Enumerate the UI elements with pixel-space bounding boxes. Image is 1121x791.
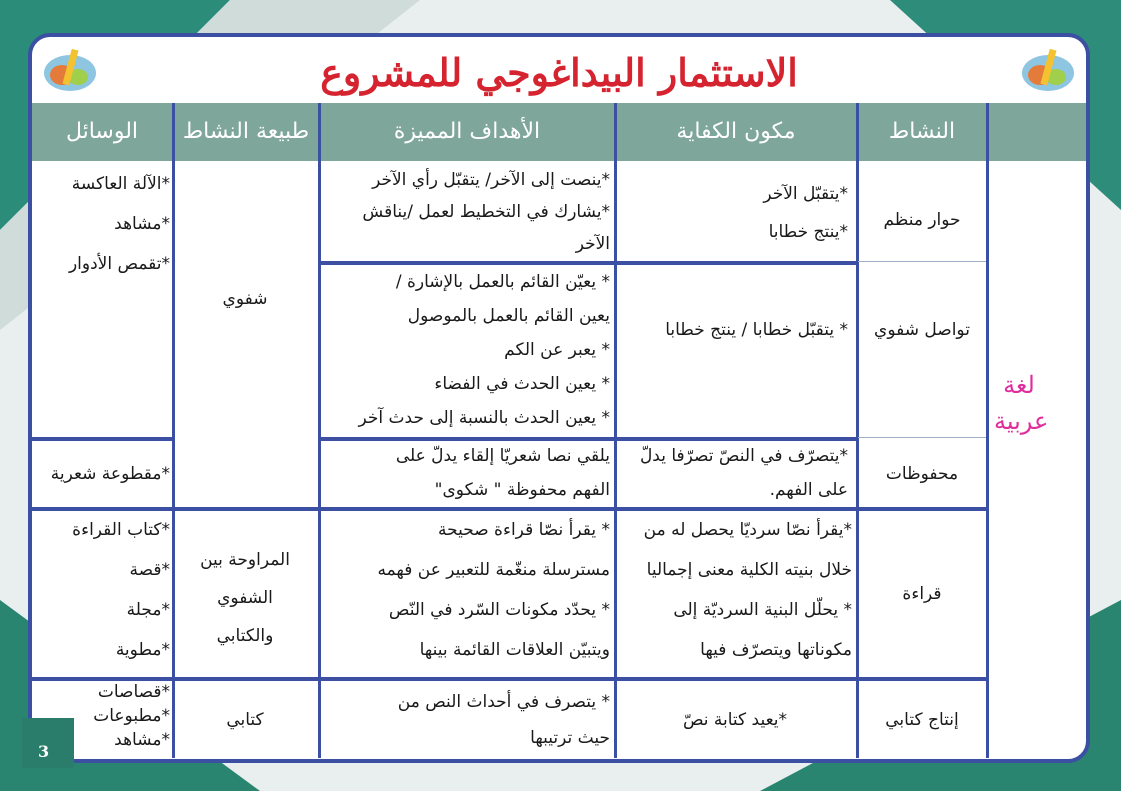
row2-competency-1: * يتقبّل خطابا / ينتج خطابا	[665, 320, 848, 340]
row3-objective-2: الفهم محفوظة " شكوى"	[434, 480, 610, 500]
row4-activity: قراءة	[902, 584, 942, 604]
row4-means-4: *مطوية	[115, 640, 170, 660]
row-divider	[32, 437, 172, 441]
row4-means-1: *كتاب القراءة	[72, 520, 170, 540]
pencil-logo-icon	[1018, 45, 1078, 95]
row4-objective-2: مسترسلة منغّمة للتعبير عن فهمه	[377, 560, 610, 580]
row4-nature-2: الشفوي	[217, 588, 273, 608]
content-frame	[28, 33, 1090, 763]
row4-objective-1: * يقرأ نصّا قراءة صحيحة	[438, 520, 610, 540]
row4-means-3: *مجلة	[126, 600, 170, 620]
row3-objective-1: يلقي نصا شعريّا إلقاء يدلّ على	[395, 446, 610, 466]
row2-objective-1: * يعيّن القائم بالعمل بالإشارة /	[395, 272, 610, 292]
row5-objective-2: حيث ترتيبها	[530, 728, 610, 748]
row1-objective-1: *ينصت إلى الآخر/ يتقبّل رأي الآخر	[372, 170, 610, 190]
row2-objective-3: * يعبر عن الكم	[504, 340, 610, 360]
row3-competency-2: على الفهم.	[769, 480, 848, 500]
oral-nature: شفوي	[222, 289, 268, 309]
row4-objective-4: ويتبيّن العلاقات القائمة بينها	[419, 640, 610, 660]
row1-activity: حوار منظم	[883, 210, 961, 230]
row1-objective-3: الآخر	[575, 234, 610, 254]
row5-means-2: *مطبوعات	[93, 706, 170, 726]
row5-nature-1: كتابي	[226, 710, 264, 730]
row-divider	[32, 677, 986, 681]
row4-competency-1: *يقرأ نصّا سرديّا يحصل له من	[643, 520, 852, 540]
row-divider	[858, 437, 986, 438]
header-objectives: الأهداف المميزة	[393, 119, 541, 144]
row1-competency-1: *يتقبّل الآخر	[763, 184, 848, 204]
row2-objective-5: * يعين الحدث بالنسبة إلى حدث آخر	[358, 408, 610, 428]
page-number-badge	[22, 718, 74, 768]
oral-means-2: *مشاهد	[114, 214, 170, 234]
column-divider	[172, 103, 175, 758]
row5-means-1: *قصاصات	[97, 682, 170, 702]
row3-means-1: *مقطوعة شعرية	[50, 464, 170, 484]
row4-competency-4: مكوناتها ويتصرّف فيها	[700, 640, 852, 660]
oral-means-3: *تقمص الأدوار	[68, 254, 170, 274]
subject-line-1: لغة	[1003, 371, 1035, 399]
row1-competency-2: *ينتج خطابا	[768, 222, 848, 242]
row2-objective-2: يعين القائم بالعمل بالموصول	[407, 306, 610, 326]
row-divider	[858, 261, 986, 262]
row3-activity: محفوظات	[885, 464, 959, 484]
pencil-logo-icon	[40, 45, 100, 95]
column-divider	[856, 103, 859, 758]
header-competency: مكون الكفاية	[676, 119, 796, 144]
column-divider	[318, 103, 321, 758]
header-means: الوسائل	[65, 119, 139, 144]
row5-objective-1: * يتصرف في أحداث النص من	[397, 692, 610, 712]
page-number: 3	[38, 742, 50, 761]
row4-competency-2: خلال بنيته الكلية معنى إجماليا	[646, 560, 852, 580]
oral-means-1: *الآلة العاكسة	[71, 174, 170, 194]
row2-activity: تواصل شفوي	[874, 320, 970, 340]
subject-line-2: عربية	[994, 407, 1049, 435]
row2-objective-4: * يعين الحدث في الفضاء	[434, 374, 610, 394]
header-activity: النشاط	[888, 119, 956, 144]
table-header	[32, 103, 1086, 161]
page-title: الاستثمار البيداغوجي للمشروع	[320, 50, 798, 95]
subject-label	[994, 367, 1049, 439]
row5-activity: إنتاج كتابي	[885, 710, 959, 730]
column-divider	[986, 103, 989, 758]
row3-competency-1: *يتصرّف في النصّ تصرّفا يدلّ	[639, 446, 848, 466]
row4-objective-3: * يحدّد مكونات السّرد في النّص	[388, 600, 610, 620]
row5-competency-1: *يعيد كتابة نصّ	[682, 710, 788, 730]
header-nature: طبيعة النشاط	[182, 119, 310, 144]
row4-nature-3: والكتابي	[216, 626, 274, 646]
row1-objective-2: *يشارك في التخطيط لعمل /يناقش	[362, 202, 610, 222]
row5-means-3: *مشاهد	[114, 730, 170, 750]
row4-nature-1: المراوحة بين	[200, 550, 290, 570]
row4-competency-3: * يحلّل البنية السرديّة إلى	[673, 600, 852, 620]
row4-means-2: *قصة	[129, 560, 170, 580]
